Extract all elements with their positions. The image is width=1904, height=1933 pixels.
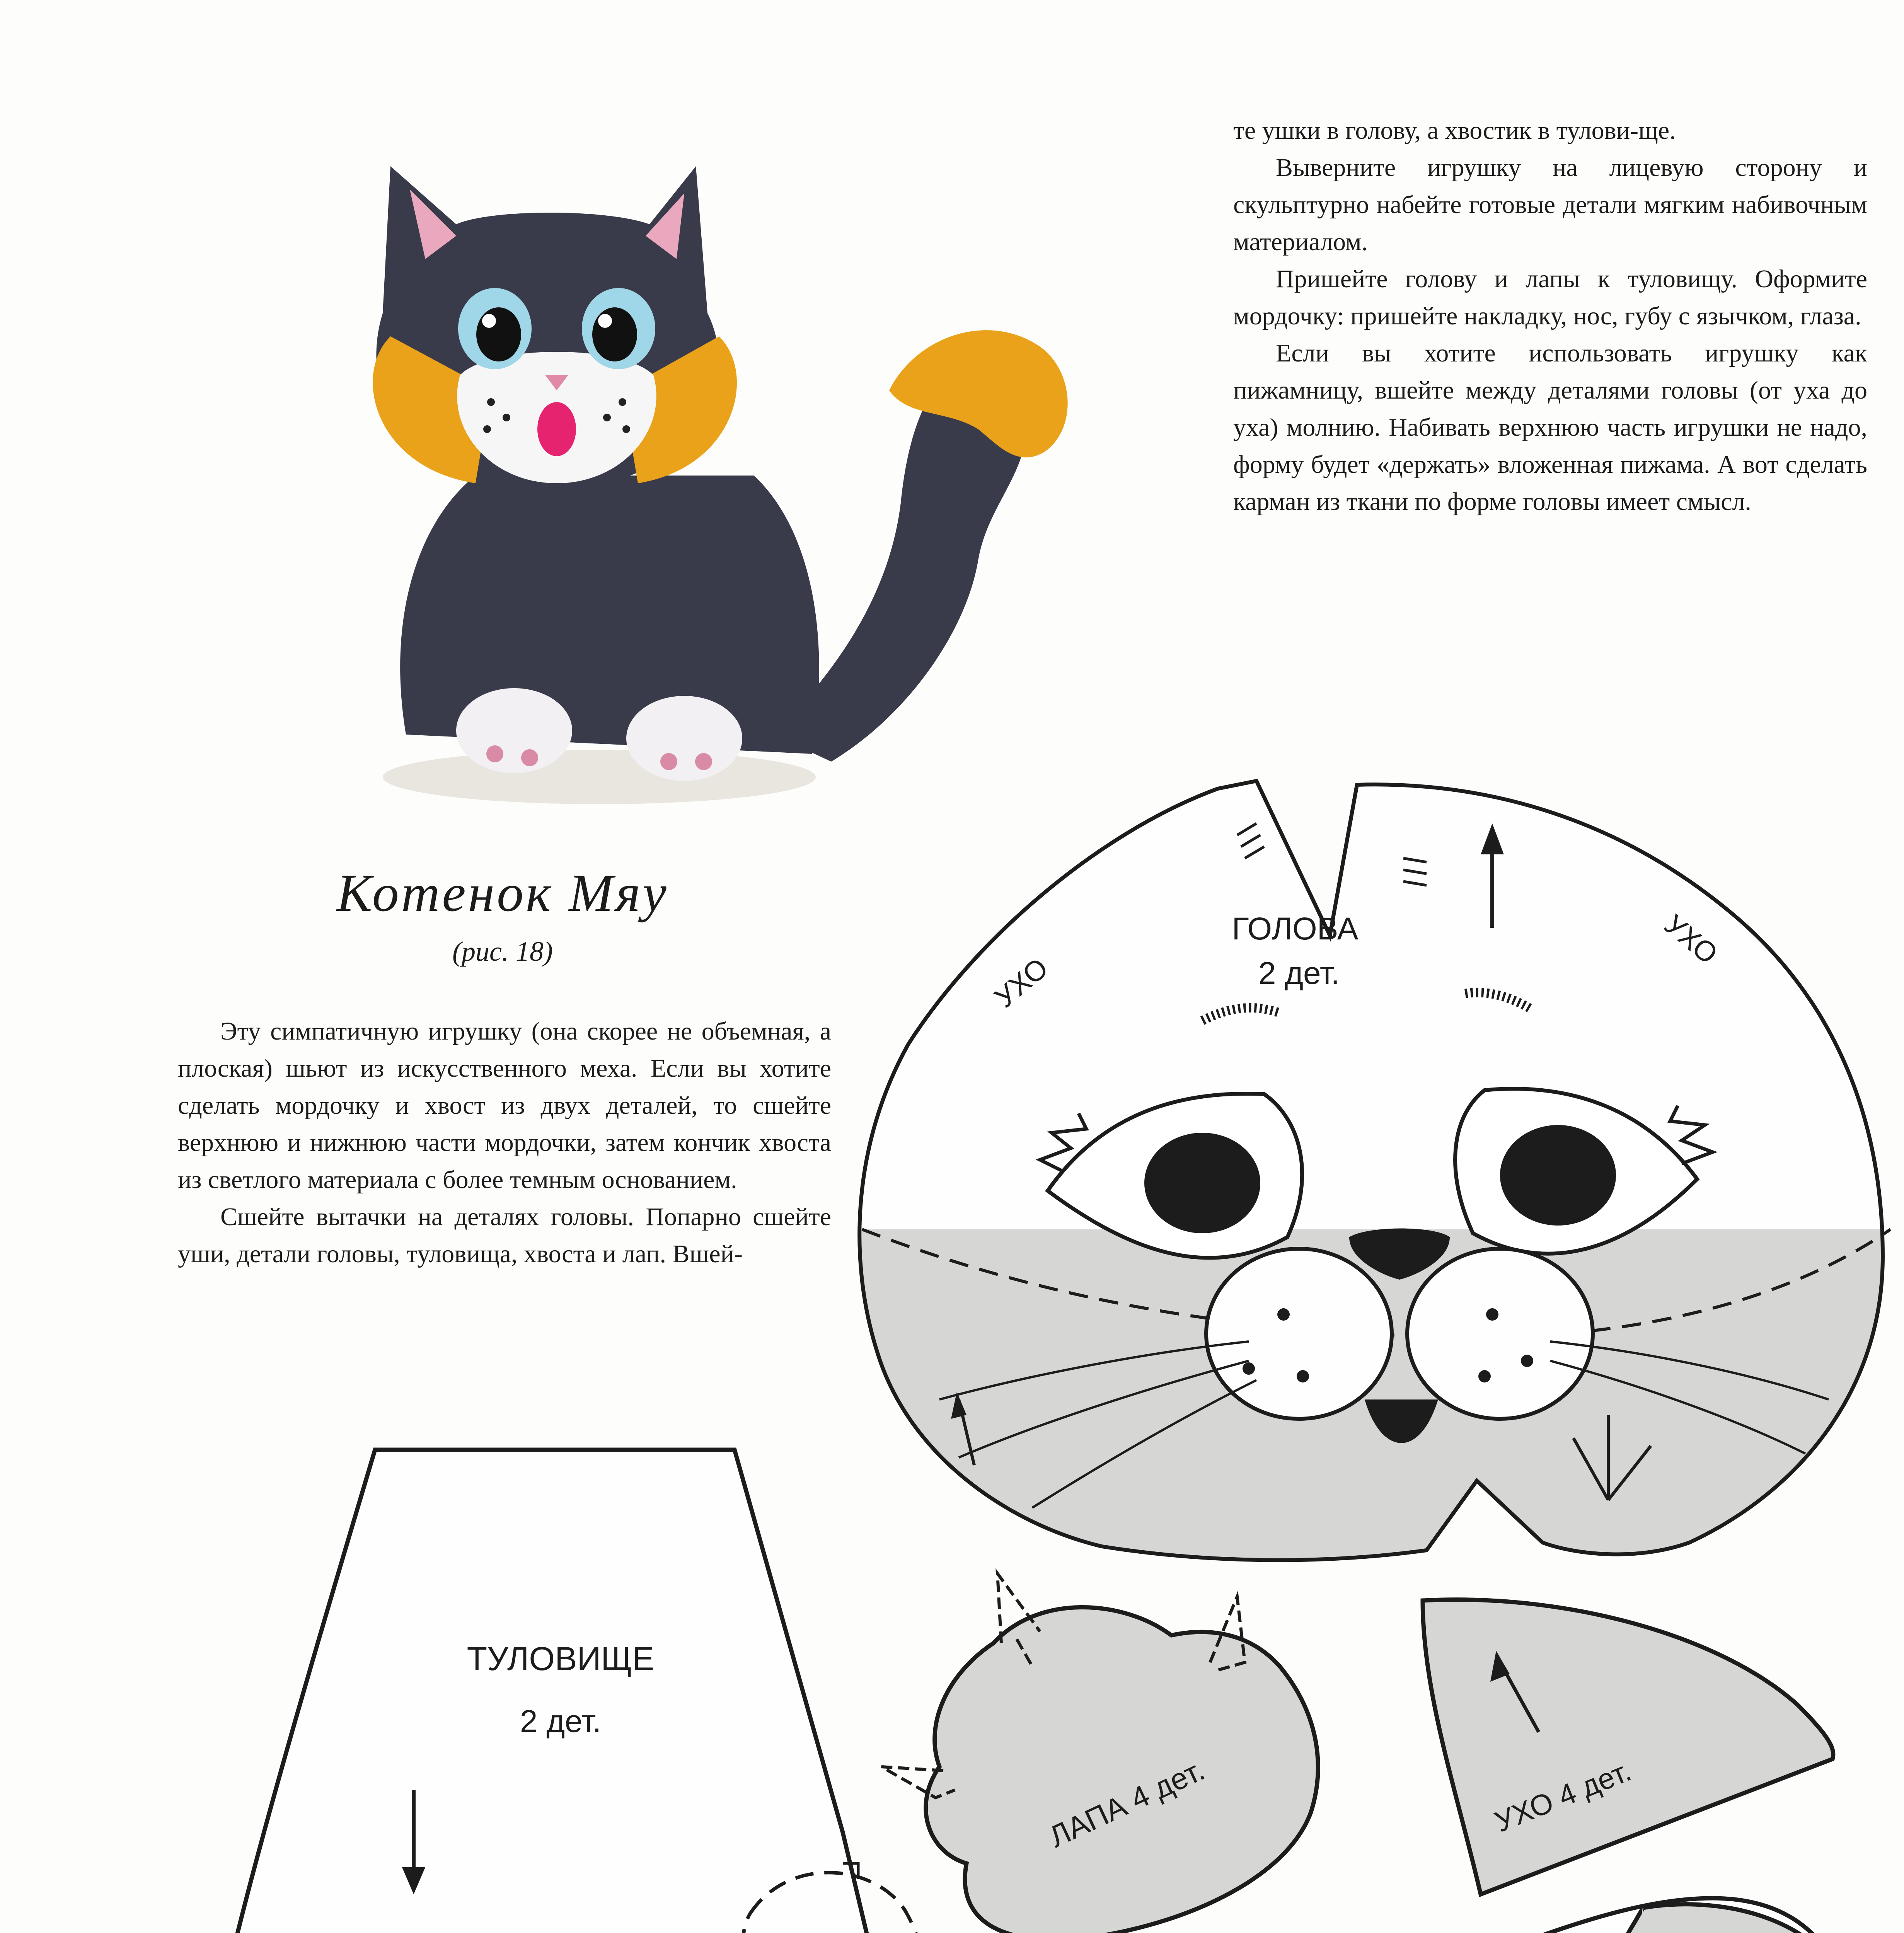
paw-pattern	[878, 1566, 1361, 1933]
paw-label: ЛАПА 4 дет.	[1043, 1752, 1210, 1854]
paragraph: Эту симпатичную игрушку (она скорее не объемная, а плоская) шьют из искусственного меха. Если вы хотите сделать мордочку и хвост из двух деталей, то сшейте верхнюю и нижнюю части мордочки, затем кончик хвоста из светлого материала с более темным основанием.	[178, 1017, 831, 1194]
ear-mark-left: УХО	[988, 951, 1054, 1014]
head-count: 2 дет.	[1258, 956, 1340, 991]
paragraph: Пришейте голову и лапы к туловищу. Оформите мордочку: пришейте накладку, нос, губу с язычком, глаза.	[1233, 265, 1867, 330]
paragraph: те ушки в голову, а хвостик в тулови-ще.	[1233, 116, 1676, 145]
right-column-text	[1233, 112, 1867, 520]
tail-pattern	[1024, 1887, 1875, 1933]
figure-reference: (рис. 18)	[452, 936, 553, 967]
ear-label: УХО 4 дет.	[1490, 1754, 1636, 1839]
kitten-illustration	[329, 97, 1140, 831]
paragraph: Выверните игрушку на лицевую сторону и скульптурно набейте готовые детали мягким набивочным материалом.	[1233, 153, 1867, 256]
ear-pattern	[1411, 1577, 1856, 1906]
page-title: Котенок Мяу	[336, 863, 669, 922]
paragraph: Сшейте вытачки на деталях головы. Попарно сшейте уши, детали головы, туловища, хвоста и лап. Вшей-	[178, 1203, 831, 1268]
ear-mark-right: УХО	[1658, 908, 1724, 970]
body-label: ТУЛОВИЩЕ	[467, 1640, 655, 1677]
left-column-text	[178, 1013, 831, 1273]
kitten-illustration-body	[373, 166, 1067, 804]
body-count: 2 дет.	[520, 1704, 602, 1739]
paragraph: Если вы хотите использовать игрушку как пижамницу, вшейте между деталями головы (от уха до уха) молнию. Набивать верхнюю часть игрушки не надо, форму будет «держать» вложенная пижама. А вот сделать карман из ткани по форме головы имеет смысл.	[1233, 339, 1867, 516]
head-label: ГОЛОВА	[1232, 911, 1359, 946]
